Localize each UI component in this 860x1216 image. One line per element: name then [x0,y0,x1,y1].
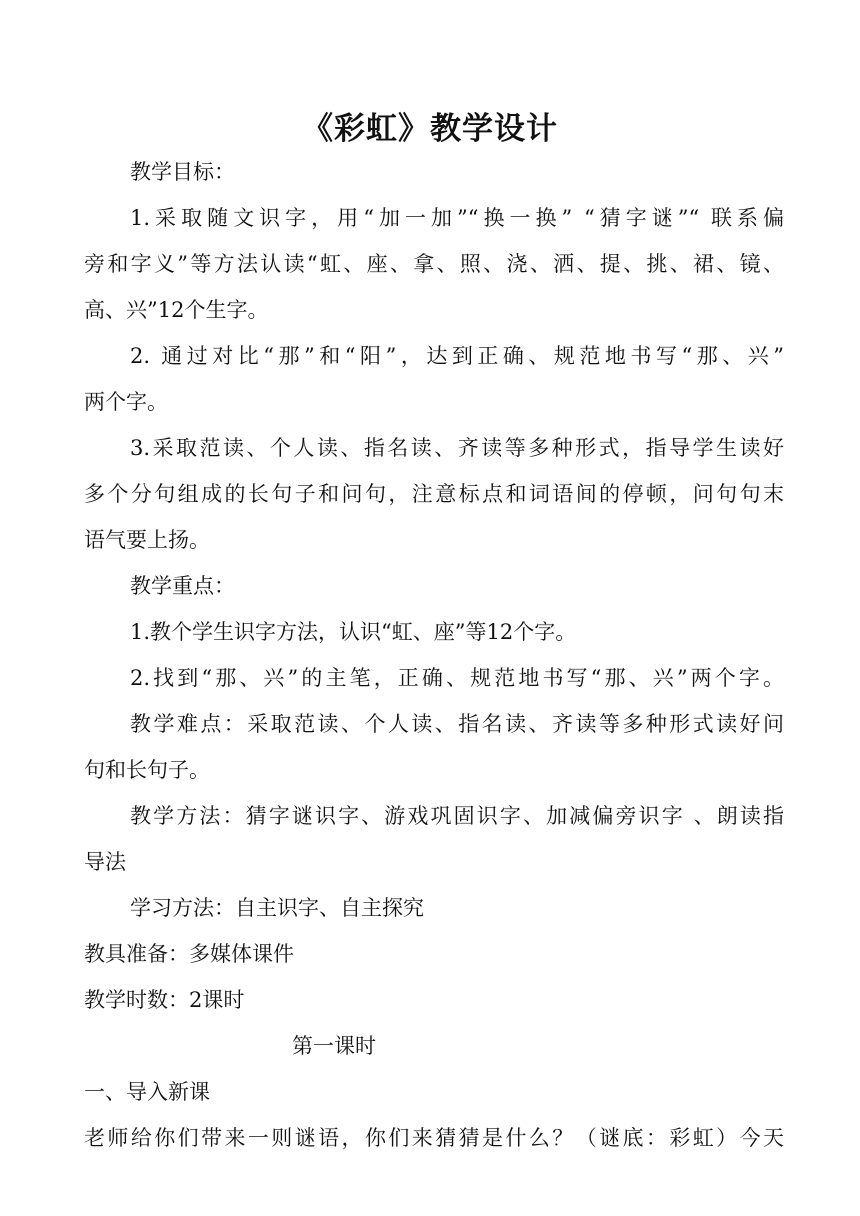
intro-paragraph-line-1: 老师给你们带来一则谜语，你们来猜猜是什么？（谜底：彩虹）今天 [84,1126,784,1150]
goal-1-line-1: 1.采取随文识字，用“加一加”“换一换” “猜字谜”“ 联系偏 [130,206,784,230]
document-title: 《彩虹》教学设计 [302,111,558,147]
key-points-heading: 教学重点： [130,574,235,598]
goal-2-line-2: 两个字。 [84,390,168,414]
goals-heading: 教学目标： [130,160,235,184]
difficulty-line-2: 句和长句子。 [84,758,210,782]
section-heading-intro: 一、导入新课 [84,1080,210,1104]
key-point-2: 2.找到“那、兴”的主笔，正确、规范地书写“那、兴”两个字。 [130,666,784,690]
teaching-method-line-1: 教学方法：猜字谜识字、游戏巩固识字、加减偏旁识字 、朗读指 [130,804,784,828]
teaching-aids: 教具准备：多媒体课件 [84,942,294,966]
difficulty-line-1: 教学难点：采取范读、个人读、指名读、齐读等多种形式读好问 [130,712,784,736]
goal-1-line-2: 旁和字义”等方法认读“虹、座、拿、照、浇、洒、提、挑、裙、镜、 [84,252,784,276]
key-point-1: 1.教个学生识字方法，认识“虹、座”等12个字。 [130,620,577,644]
goal-1-line-3: 高、兴”12个生字。 [84,298,269,322]
teaching-method-line-2: 导法 [84,850,126,874]
goal-3-line-2: 多个分句组成的长句子和问句，注意标点和词语间的停顿，问句句末 [84,482,784,506]
goal-3-line-1: 3.采取范读、个人读、指名读、齐读等多种形式，指导学生读好 [130,436,784,460]
learning-method: 学习方法：自主识字、自主探究 [130,896,424,920]
goal-3-line-3: 语气要上扬。 [84,528,210,552]
lesson-heading: 第一课时 [292,1034,376,1058]
goal-2-line-1: 2. 通过对比“那”和“阳”，达到正确、规范地书写“那、兴” [130,344,784,368]
class-hours: 教学时数：2课时 [84,988,245,1012]
